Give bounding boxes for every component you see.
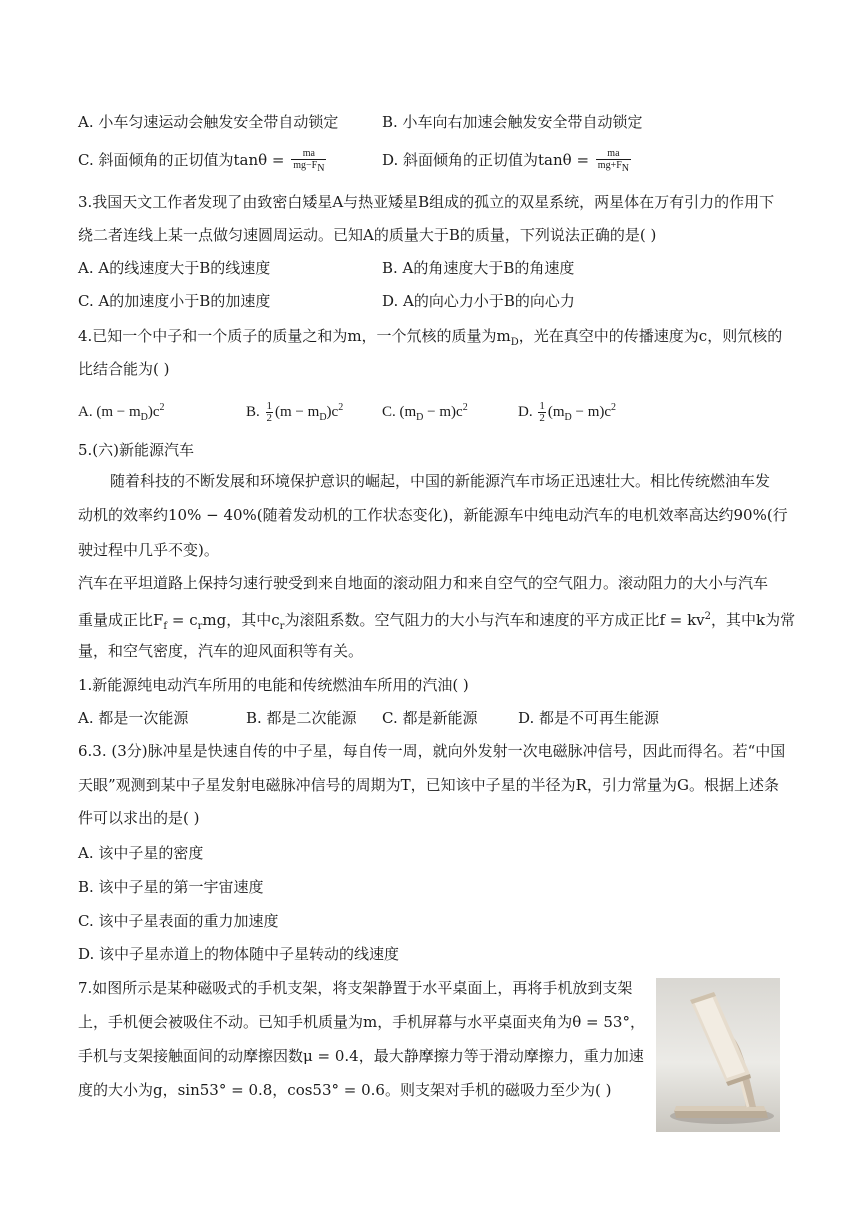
fraction: $\frac{ma}{mg+F_N}$ (597, 148, 630, 174)
q5-sub-question: 1.新能源纯电动汽车所用的电能和传统燃油车所用的汽油( ) (78, 676, 469, 694)
q5-option-a: A. 都是一次能源 (78, 709, 189, 727)
q4-option-a: A. $(m - m_D)c^2$ (78, 402, 165, 423)
q6-option-a: A. 该中子星的密度 (78, 844, 204, 862)
q5-heading: 5.(六)新能源汽车 (78, 441, 195, 459)
q4-stem-line2: 比结合能为( ) (78, 360, 170, 378)
q6-option-c: C. 该中子星表面的重力加速度 (78, 912, 279, 930)
q6-option-d: D. 该中子星赤道上的物体随中子星转动的线速度 (78, 945, 400, 963)
q4-option-c: C. $(m_D - m)c^2$ (382, 402, 468, 423)
q6-stem-line1: 6.3. (3分)脉冲星是快速自传的中子星，每自传一周，就向外发射一次电磁脉冲信号，因此而得名。若“中国 (78, 742, 786, 760)
fraction-half: $\frac{1}{2}$ (539, 400, 545, 425)
q6-stem-line2: 天眼”观测到某中子星发射电磁脉冲信号的周期为T，已知该中子星的半径为R，引力常量为G。根据上述条 (78, 776, 779, 794)
q5-option-c: C. 都是新能源 (382, 709, 478, 727)
q5-para2-line2: 重量成正比$F_f = c_rmg$，其中$c_r$为滚阻系数。空气阻力的大小与汽车和速度的平方成正比$f = kv^2$，其中k为常 (78, 611, 796, 632)
q7-stem-line3: 手机与支架接触面间的动摩擦因数μ = 0.4，最大静摩擦力等于滑动摩擦力，重力加速 (78, 1047, 644, 1065)
q3-option-a: A. A的线速度大于B的线速度 (78, 259, 271, 277)
q2-option-d: D. 斜面倾角的正切值为tanθ = $\frac{ma}{mg+F_N}$ (382, 148, 630, 174)
q7-stem-line2: 上，手机便会被吸住不动。已知手机质量为m，手机屏幕与水平桌面夹角为θ = 53°， (78, 1013, 645, 1031)
q3-option-b: B. A的角速度大于B的角速度 (382, 259, 575, 277)
q6-option-b: B. 该中子星的第一宇宙速度 (78, 878, 264, 896)
fraction-half: $\frac{1}{2}$ (266, 400, 273, 425)
phone-stand-illustration (656, 978, 780, 1132)
q2-option-a: A. 小车匀速运动会触发安全带自动锁定 (78, 113, 339, 131)
q7-stem-line1: 7.如图所示是某种磁吸式的手机支架，将支架静置于水平桌面上，再将手机放到支架 (78, 979, 633, 997)
q2-option-b: B. 小车向右加速会触发安全带自动锁定 (382, 113, 643, 131)
q5-para1-line1: 随着科技的不断发展和环境保护意识的崛起，中国的新能源汽车市场正迅速壮大。相比传统燃油车发 (110, 472, 771, 490)
q4-option-b: B. $\frac{1}{2} (m - m_D)c^2$ (246, 400, 344, 425)
q5-option-d: D. 都是不可再生能源 (518, 709, 660, 727)
q5-para1-line2: 动机的效率约10% − 40%(随着发动机的工作状态变化)，新能源车中纯电动汽车的电机效率高达约90%(行 (78, 506, 788, 524)
magnetic-phone-stand-photo (656, 978, 780, 1132)
q3-option-c: C. A的加速度小于B的加速度 (78, 292, 271, 310)
q5-para2-line1: 汽车在平坦道路上保持匀速行驶受到来自地面的滚动阻力和来自空气的空气阻力。滚动阻力的大小与汽车 (78, 574, 769, 592)
q3-option-d: D. A的向心力小于B的向心力 (382, 292, 575, 310)
q6-stem-line3: 件可以求出的是( ) (78, 809, 200, 827)
q3-stem-line1: 3.我国天文工作者发现了由致密白矮星A与热亚矮星B组成的孤立的双星系统，两星体在万有引力的作用下 (78, 193, 775, 211)
q5-para1-line3: 驶过程中几乎不变)。 (78, 541, 219, 559)
q3-stem-line2: 绕二者连线上某一点做匀速圆周运动。已知A的质量大于B的质量，下列说法正确的是( ) (78, 226, 657, 244)
fraction: $\frac{ma}{mg-F_N}$ (293, 148, 325, 174)
q4-option-d: D. $\frac{1}{2} (m_D - m)c^2$ (518, 400, 617, 425)
q2-option-c: C. 斜面倾角的正切值为tanθ = $\frac{ma}{mg-F_N}$ (78, 148, 325, 174)
q7-stem-line4: 度的大小为g，sin53° = 0.8，cos53° = 0.6。则支架对手机的磁吸力至少为( ) (78, 1081, 612, 1099)
q5-para2-line3: 量，和空气密度，汽车的迎风面积等有关。 (78, 642, 364, 660)
q5-option-b: B. 都是二次能源 (246, 709, 357, 727)
q4-stem-line1: 4.已知一个中子和一个质子的质量之和为m，一个氘核的质量为$m_D$，光在真空中的传播速度为c，则氘核的 (78, 327, 783, 348)
